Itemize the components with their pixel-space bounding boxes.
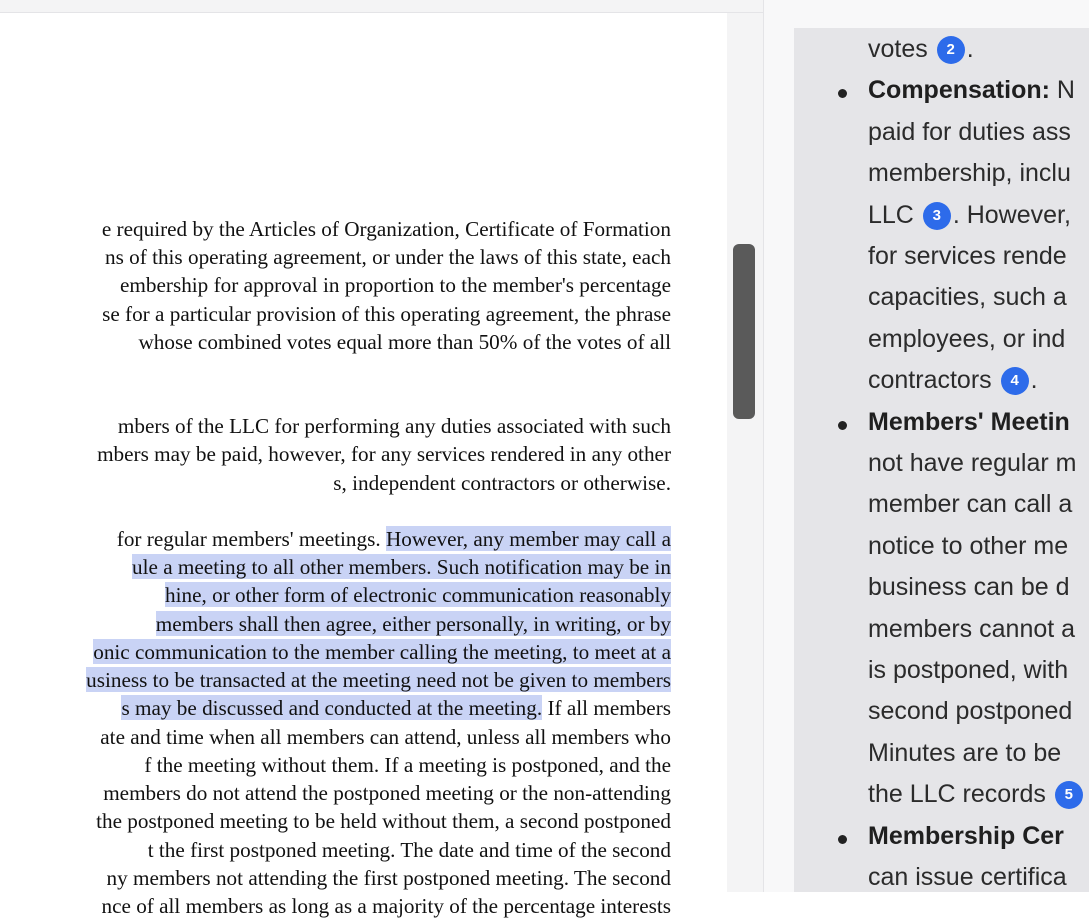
citation-badge[interactable]: 5 [1055, 781, 1083, 809]
bullet-icon [838, 421, 847, 430]
document-line [117, 525, 671, 553]
summary-text: is postponed, with [868, 656, 1069, 684]
document-line [156, 610, 671, 638]
document-text-run: ate and time when all members can attend, unless all members who [100, 725, 671, 749]
document-line [102, 215, 671, 243]
summary-text: contractors [868, 366, 999, 395]
summary-text: not have regular m [868, 449, 1077, 477]
document-line [102, 300, 671, 328]
summary-line [868, 529, 1068, 563]
citation-badge[interactable]: 4 [1001, 367, 1029, 395]
document-text-run: embership for approval in proportion to the member's percentage [120, 273, 671, 297]
summary-heading: Membership Cer [868, 821, 1064, 850]
summary-line [868, 694, 1072, 728]
highlighted-text: usiness to be transacted at the meeting need not be given to members [86, 668, 671, 692]
document-line [100, 723, 671, 751]
summary-line [868, 653, 1068, 687]
document-text-run: t the first postponed meeting. The date and time of the second [147, 838, 671, 862]
document-viewer[interactable] [0, 13, 727, 918]
document-text-run: f the meeting without them. If a meeting is postponed, and the [144, 753, 671, 777]
summary-text: second postponed [868, 697, 1073, 726]
document-text-run: whose combined votes equal more than 50% of the votes of all [138, 330, 671, 354]
summary-text: LLC [868, 200, 921, 229]
highlighted-text: However, any member may call a [385, 527, 671, 551]
summary-text: members cannot a [868, 614, 1076, 643]
summary-line [868, 860, 1067, 894]
summary-text: can issue certifica [868, 863, 1067, 891]
citation-badge[interactable]: 3 [923, 202, 951, 230]
summary-line [868, 405, 1070, 439]
document-line [333, 469, 671, 497]
summary-heading: Members' Meetin [868, 407, 1070, 436]
summary-text: Minutes are to be [868, 738, 1062, 767]
document-line [139, 328, 672, 356]
document-line [86, 666, 671, 694]
summary-line [868, 198, 1071, 232]
document-text-run: members do not attend the postponed meeting or the non-attending [103, 781, 671, 805]
document-scrollbar-track[interactable] [727, 13, 763, 892]
summary-line [868, 819, 1064, 853]
citation-badge[interactable]: 2 [937, 36, 965, 64]
summary-line [868, 32, 974, 66]
document-line [93, 638, 671, 666]
document-text-run: mbers may be paid, however, for any services rendered in any other [97, 442, 671, 466]
document-text-run: ny members not attending the first postponed meeting. The second [106, 866, 671, 890]
document-line [97, 440, 671, 468]
summary-line [868, 156, 1071, 190]
document-line [96, 807, 671, 835]
summary-text: notice to other me [868, 531, 1069, 560]
summary-text: . [1030, 366, 1038, 395]
document-line [102, 892, 672, 920]
summary-text: business can be d [868, 573, 1070, 602]
summary-line [868, 777, 1085, 811]
document-line [132, 553, 671, 581]
summary-line [868, 363, 1038, 397]
highlighted-text: members shall then agree, either personally, in writing, or by [155, 612, 671, 636]
document-line [165, 581, 671, 609]
bullet-icon [838, 89, 847, 98]
document-text-run: for regular members' meetings. [116, 527, 386, 551]
summary-line [868, 115, 1071, 149]
summary-text: member can call a [868, 490, 1073, 519]
summary-text: votes [868, 35, 935, 63]
document-line [120, 271, 671, 299]
document-text-run: If all members [542, 696, 671, 720]
document-line [107, 864, 672, 892]
summary-text: paid for duties ass [868, 117, 1071, 146]
summary-line [868, 736, 1061, 770]
summary-line [868, 239, 1067, 273]
summary-line [868, 487, 1072, 521]
bullet-icon [838, 835, 847, 844]
highlighted-text: s may be discussed and conducted at the meeting. [121, 696, 543, 720]
summary-text: employees, or ind [868, 324, 1066, 353]
document-line [148, 836, 671, 864]
document-scrollbar-thumb[interactable] [733, 244, 755, 419]
document-text-run: s, independent contractors or otherwise. [333, 471, 671, 495]
document-line [144, 751, 671, 779]
summary-text: the LLC records [868, 780, 1053, 809]
highlighted-text: hine, or other form of electronic communication reasonably [165, 583, 671, 607]
summary-text: membership, inclu [868, 159, 1071, 188]
ai-summary-panel [794, 28, 1089, 892]
summary-line [868, 570, 1070, 604]
summary-line [868, 322, 1065, 356]
document-text-run: se for a particular provision of this operating agreement, the phrase [102, 302, 671, 326]
document-text-run: e required by the Articles of Organization, Certificate of Formation [101, 217, 671, 241]
document-text-run: the postponed meeting to be held without them, a second postponed [96, 809, 671, 833]
document-line [118, 412, 671, 440]
document-text-run: nce of all members as long as a majority of the percentage interests [101, 894, 671, 918]
summary-line [868, 280, 1067, 314]
summary-heading: Compensation: [868, 76, 1050, 105]
document-text-run: mbers of the LLC for performing any duties associated with such [117, 414, 671, 438]
summary-line [868, 73, 1075, 107]
document-line [121, 694, 671, 722]
summary-text: . However, [952, 200, 1071, 229]
summary-text: capacities, such a [868, 283, 1067, 312]
summary-line [868, 446, 1076, 480]
highlighted-text: ule a meeting to all other members. Such notification may be in [132, 555, 671, 579]
document-line [105, 243, 671, 271]
summary-line [868, 612, 1075, 646]
summary-text: for services rende [868, 242, 1067, 270]
document-line [103, 779, 671, 807]
summary-text: N [1049, 76, 1075, 105]
document-text-run: ns of this operating agreement, or under the laws of this state, each [104, 245, 671, 269]
highlighted-text: onic communication to the member calling the meeting, to meet at a [93, 640, 671, 664]
summary-text: . [966, 35, 974, 63]
top-toolbar-edge [0, 0, 763, 13]
